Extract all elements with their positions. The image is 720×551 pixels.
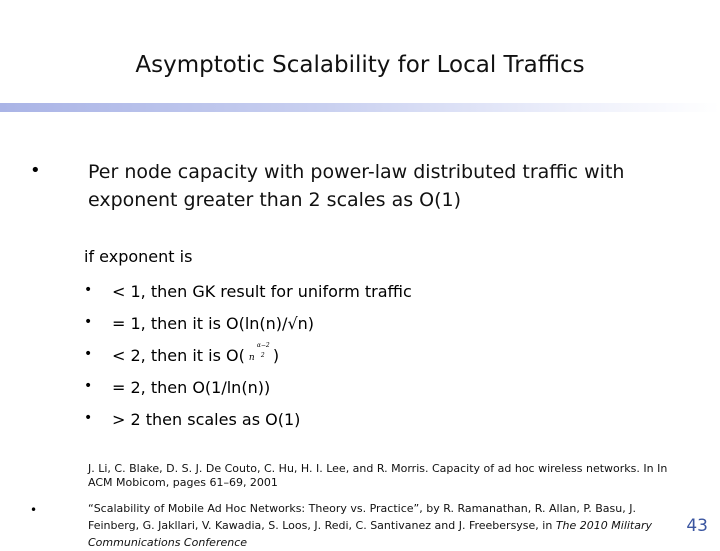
formula-base: n	[248, 352, 255, 363]
bullet-marker: •	[30, 503, 38, 517]
condition-text: = 1, then it is O(ln(n)/√n)	[112, 314, 315, 333]
condition-text-with-formula	[112, 341, 280, 365]
condition-text: = 2, then O(1/ln(n))	[112, 378, 271, 397]
sub-bullet-marker: •	[84, 282, 93, 298]
title-divider	[0, 103, 720, 112]
sub-bullet-marker: •	[84, 346, 93, 362]
condition-text: > 2 then scales as O(1)	[112, 410, 301, 429]
slide-title: Asymptotic Scalability for Local Traffics	[135, 52, 585, 78]
page-number: 43	[686, 516, 708, 536]
formula-image	[246, 341, 272, 365]
formula-close: )	[272, 346, 280, 365]
sub-bullet-marker: •	[84, 314, 93, 330]
reference-text: “Scalability of Mobile Ad Hoc Networks: Theory vs. Practice”, by R. Ramanathan, R. Allan, P. Basu, J. Feinberg, G. Jakllari, V. Kawadia, S. Loos, J. Redi, C. Santivanez and J. Freebersyse, in	[88, 502, 636, 532]
formula-exponent-numerator: α−2	[256, 341, 270, 349]
condition-text: < 1, then GK result for uniform traffic	[112, 282, 412, 301]
formula-exponent-denominator: 2	[260, 351, 265, 359]
sub-bullet-marker: •	[84, 378, 93, 394]
sub-bullet-marker: •	[84, 410, 93, 426]
reference-gk: J. Li, C. Blake, D. S. J. De Couto, C. Hu, H. I. Lee, and R. Morris. Capacity of ad hoc wireless networks. In In ACM Mobicom, pages 61–69, 2001	[88, 462, 668, 489]
main-bullet-text: Per node capacity with power-law distributed traffic with exponent greater than 2 scales as O(1)	[88, 161, 625, 211]
reference-ramanathan	[88, 500, 688, 551]
reference-venue: The 2010 Military Communications Conference	[88, 519, 653, 549]
bullet-marker: •	[30, 160, 41, 181]
condition-text: < 2, then it is O(	[112, 346, 245, 365]
if-line: if exponent is	[84, 247, 193, 266]
